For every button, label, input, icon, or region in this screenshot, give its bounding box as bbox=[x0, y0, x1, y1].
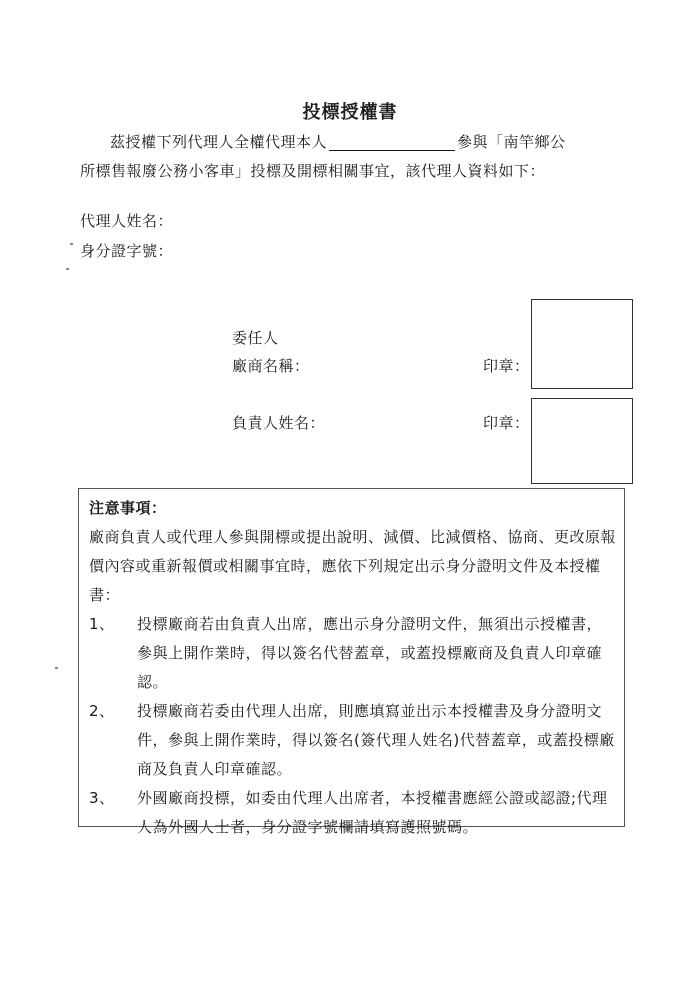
company-seal-label: 印章： bbox=[483, 357, 530, 375]
note-item bbox=[89, 610, 616, 697]
company-name-label: 廠商名稱： bbox=[232, 357, 310, 375]
scan-speck bbox=[70, 243, 73, 245]
note-number: 3、 bbox=[89, 789, 115, 807]
note-item bbox=[89, 784, 616, 842]
principal-name-blank[interactable] bbox=[329, 132, 455, 151]
intro-line2: 所標售報廢公務小客車」投標及開標相關事宜，該代理人資料如下： bbox=[80, 162, 546, 180]
note-text: 投標廠商若由負責人出席，應出示身分證明文件，無須出示授權書，參與上開作業時，得以簽名代替蓋章，或蓋投標廠商及負責人印章確認。 bbox=[137, 615, 603, 691]
intro-line1-before: 茲授權下列代理人全權代理本人 bbox=[110, 133, 328, 151]
appointer-heading: 委任人 bbox=[232, 329, 279, 347]
owner-seal-box[interactable] bbox=[531, 398, 633, 484]
notes-box bbox=[78, 488, 625, 836]
note-number: 1、 bbox=[89, 615, 115, 633]
company-seal-box[interactable] bbox=[531, 299, 633, 389]
note-number: 2、 bbox=[89, 702, 115, 720]
authorization-statement bbox=[80, 128, 625, 186]
note-text: 外國廠商投標，如委由代理人出席者，本授權書應經公證或認證;代理人為外國人士者，身分證字號欄請填寫護照號碼。 bbox=[137, 789, 608, 836]
note-item bbox=[89, 697, 616, 784]
scan-speck bbox=[66, 268, 69, 270]
owner-name-label: 負責人姓名： bbox=[232, 414, 326, 432]
document-title: 投標授權書 bbox=[302, 102, 398, 123]
agent-id-label: 身分證字號： bbox=[80, 242, 174, 260]
notes-intro: 廠商負責人或代理人參與開標或提出說明、減價、比減價格、協商、更改原報價內容或重新報價或相關事宜時，應依下列規定出示身分證明文件及本授權書： bbox=[89, 528, 617, 604]
note-text: 投標廠商若委由代理人出席，則應填寫並出示本授權書及身分證明文件，參與上開作業時，得以簽名(簽代理人姓名)代替蓋章，或蓋投標廠商及負責人印章確認。 bbox=[137, 702, 615, 778]
owner-seal-label: 印章： bbox=[483, 414, 530, 432]
scan-speck bbox=[55, 667, 58, 669]
intro-line1-after: 參與「南竿鄉公 bbox=[457, 133, 566, 151]
notes-title: 注意事項： bbox=[89, 499, 167, 517]
agent-name-label: 代理人姓名： bbox=[80, 212, 174, 230]
